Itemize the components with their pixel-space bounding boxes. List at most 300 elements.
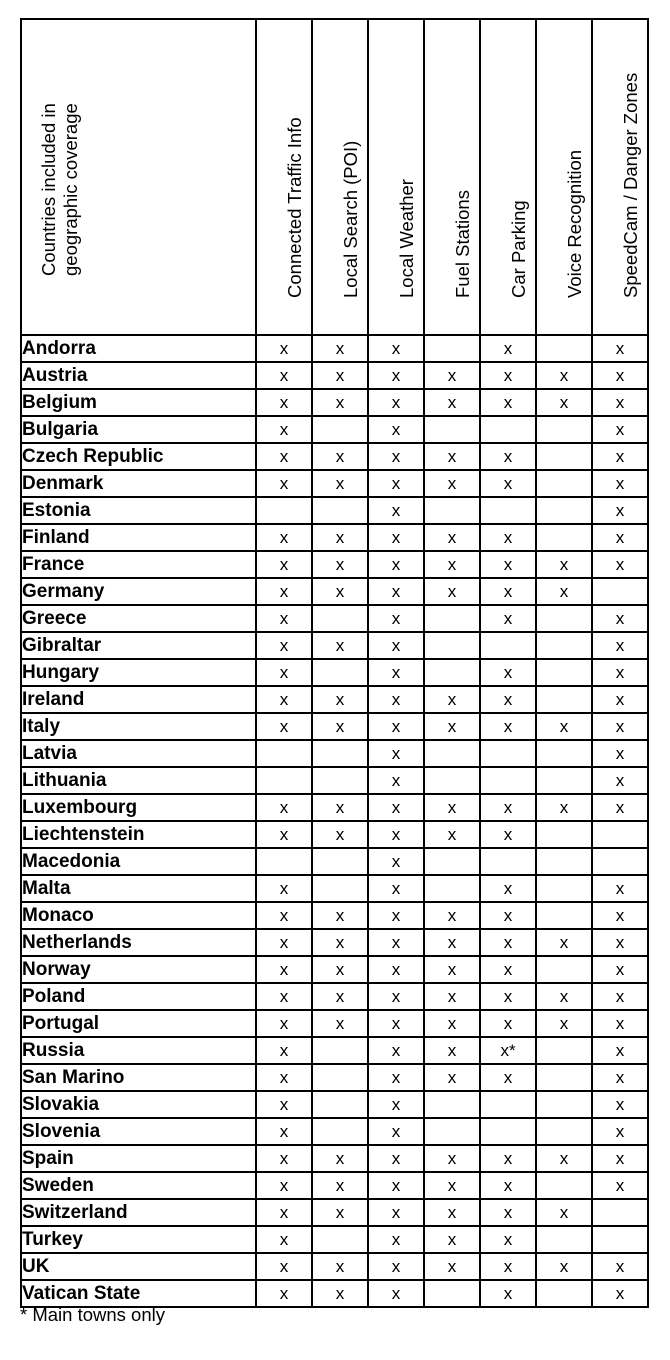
- coverage-mark-cell: x: [368, 578, 424, 605]
- country-cell: UK: [21, 1253, 256, 1280]
- coverage-mark-cell: x: [256, 1037, 312, 1064]
- coverage-mark-cell: x: [480, 470, 536, 497]
- coverage-mark-cell: x: [256, 1199, 312, 1226]
- coverage-mark-cell: x: [368, 794, 424, 821]
- coverage-mark-cell: [312, 767, 368, 794]
- coverage-mark-cell: [424, 1280, 480, 1307]
- column-header: [592, 19, 648, 335]
- header-countries: [21, 19, 256, 335]
- coverage-mark-cell: x: [256, 524, 312, 551]
- coverage-mark-cell: x: [536, 1253, 592, 1280]
- coverage-mark-cell: [536, 1037, 592, 1064]
- coverage-mark-cell: x: [368, 1199, 424, 1226]
- coverage-mark-cell: [480, 497, 536, 524]
- coverage-mark-cell: x: [312, 362, 368, 389]
- table-row: [21, 524, 648, 551]
- coverage-mark-cell: x: [312, 632, 368, 659]
- coverage-mark-cell: x: [592, 362, 648, 389]
- coverage-mark-cell: [424, 875, 480, 902]
- coverage-mark-cell: x: [424, 1172, 480, 1199]
- coverage-mark-cell: x: [592, 551, 648, 578]
- table-row: [21, 956, 648, 983]
- column-header-label: Car Parking: [508, 200, 529, 298]
- coverage-mark-cell: x: [368, 362, 424, 389]
- country-cell: Greece: [21, 605, 256, 632]
- coverage-mark-cell: x: [424, 929, 480, 956]
- table-row: [21, 632, 648, 659]
- coverage-mark-cell: [536, 1064, 592, 1091]
- table-row: [21, 389, 648, 416]
- coverage-mark-cell: [536, 470, 592, 497]
- footnote: * Main towns only: [20, 1304, 165, 1325]
- coverage-mark-cell: x: [480, 362, 536, 389]
- coverage-mark-cell: x: [592, 713, 648, 740]
- country-cell: San Marino: [21, 1064, 256, 1091]
- table-row: [21, 1226, 648, 1253]
- coverage-mark-cell: x: [256, 416, 312, 443]
- coverage-mark-cell: x: [256, 1172, 312, 1199]
- coverage-mark-cell: x: [312, 1145, 368, 1172]
- coverage-mark-cell: [536, 1280, 592, 1307]
- table-row: [21, 1172, 648, 1199]
- table-row: [21, 1280, 648, 1307]
- coverage-mark-cell: x: [368, 983, 424, 1010]
- coverage-mark-cell: x: [536, 983, 592, 1010]
- coverage-mark-cell: x: [424, 983, 480, 1010]
- coverage-mark-cell: x: [256, 902, 312, 929]
- coverage-mark-cell: x: [592, 524, 648, 551]
- coverage-mark-cell: x: [592, 1280, 648, 1307]
- coverage-mark-cell: x: [312, 794, 368, 821]
- coverage-mark-cell: x: [480, 821, 536, 848]
- coverage-mark-cell: x: [592, 767, 648, 794]
- table-row: [21, 686, 648, 713]
- coverage-mark-cell: x: [424, 1010, 480, 1037]
- table-row: [21, 1199, 648, 1226]
- column-header: [424, 19, 480, 335]
- coverage-mark-cell: x: [368, 659, 424, 686]
- table-row: [21, 443, 648, 470]
- table-row: [21, 605, 648, 632]
- coverage-mark-cell: x: [536, 578, 592, 605]
- column-header-label: Local Weather: [396, 179, 417, 298]
- coverage-mark-cell: x: [256, 1064, 312, 1091]
- country-cell: Germany: [21, 578, 256, 605]
- coverage-mark-cell: x: [312, 443, 368, 470]
- coverage-mark-cell: x: [424, 1226, 480, 1253]
- coverage-mark-cell: [312, 1226, 368, 1253]
- coverage-mark-cell: [536, 686, 592, 713]
- coverage-mark-cell: x: [536, 929, 592, 956]
- coverage-mark-cell: [592, 821, 648, 848]
- country-cell: Sweden: [21, 1172, 256, 1199]
- country-cell: Ireland: [21, 686, 256, 713]
- column-header: [256, 19, 312, 335]
- coverage-mark-cell: x: [480, 659, 536, 686]
- coverage-mark-cell: [312, 848, 368, 875]
- coverage-mark-cell: [536, 416, 592, 443]
- coverage-mark-cell: x: [536, 362, 592, 389]
- country-cell: Monaco: [21, 902, 256, 929]
- table-row: [21, 497, 648, 524]
- coverage-mark-cell: [424, 740, 480, 767]
- country-cell: Finland: [21, 524, 256, 551]
- coverage-mark-cell: x: [312, 470, 368, 497]
- table-row: [21, 1118, 648, 1145]
- coverage-mark-cell: [480, 740, 536, 767]
- coverage-mark-cell: x: [368, 767, 424, 794]
- coverage-mark-cell: x: [592, 1145, 648, 1172]
- country-cell: Lithuania: [21, 767, 256, 794]
- table-row: [21, 1064, 648, 1091]
- column-header-label: Local Search (POI): [340, 140, 361, 298]
- country-cell: Vatican State: [21, 1280, 256, 1307]
- coverage-mark-cell: x: [256, 362, 312, 389]
- coverage-mark-cell: x: [480, 686, 536, 713]
- coverage-mark-cell: x: [424, 443, 480, 470]
- coverage-mark-cell: x: [368, 524, 424, 551]
- table-row: [21, 362, 648, 389]
- coverage-mark-cell: [536, 956, 592, 983]
- coverage-mark-cell: x: [312, 956, 368, 983]
- coverage-mark-cell: x: [256, 443, 312, 470]
- coverage-mark-cell: x: [592, 389, 648, 416]
- coverage-mark-cell: x: [592, 902, 648, 929]
- table-row: [21, 335, 648, 362]
- table-row: [21, 1145, 648, 1172]
- coverage-mark-cell: x: [368, 335, 424, 362]
- coverage-mark-cell: [424, 416, 480, 443]
- coverage-mark-cell: x: [424, 1253, 480, 1280]
- coverage-mark-cell: x: [368, 605, 424, 632]
- coverage-mark-cell: [480, 416, 536, 443]
- coverage-mark-cell: [424, 767, 480, 794]
- coverage-mark-cell: x: [480, 1253, 536, 1280]
- coverage-mark-cell: x: [256, 578, 312, 605]
- table-row: [21, 1037, 648, 1064]
- coverage-mark-cell: [592, 1226, 648, 1253]
- column-header-label: Fuel Stations: [452, 190, 473, 298]
- coverage-mark-cell: [424, 335, 480, 362]
- country-cell: Gibraltar: [21, 632, 256, 659]
- coverage-mark-cell: x: [424, 956, 480, 983]
- coverage-mark-cell: x: [368, 740, 424, 767]
- coverage-mark-cell: x: [312, 713, 368, 740]
- coverage-mark-cell: x: [312, 1280, 368, 1307]
- coverage-mark-cell: x: [312, 821, 368, 848]
- country-cell: Luxembourg: [21, 794, 256, 821]
- coverage-mark-cell: x: [368, 443, 424, 470]
- table-row: [21, 983, 648, 1010]
- coverage-mark-cell: x: [536, 551, 592, 578]
- coverage-mark-cell: x: [536, 1010, 592, 1037]
- coverage-mark-cell: [536, 902, 592, 929]
- coverage-table: [20, 18, 649, 1308]
- coverage-mark-cell: x: [592, 470, 648, 497]
- coverage-mark-cell: x*: [480, 1037, 536, 1064]
- table-row: [21, 794, 648, 821]
- header-countries-label: Countries included in geographic coverage: [38, 103, 81, 276]
- coverage-mark-cell: [536, 875, 592, 902]
- coverage-mark-cell: x: [592, 956, 648, 983]
- country-cell: Turkey: [21, 1226, 256, 1253]
- coverage-mark-cell: [424, 659, 480, 686]
- coverage-mark-cell: x: [480, 1199, 536, 1226]
- table-row: [21, 659, 648, 686]
- coverage-mark-cell: [536, 632, 592, 659]
- coverage-mark-cell: x: [424, 902, 480, 929]
- coverage-mark-cell: [592, 1199, 648, 1226]
- coverage-mark-cell: x: [256, 335, 312, 362]
- coverage-mark-cell: x: [592, 443, 648, 470]
- coverage-mark-cell: x: [480, 605, 536, 632]
- coverage-mark-cell: x: [368, 1037, 424, 1064]
- coverage-mark-cell: x: [424, 713, 480, 740]
- coverage-mark-cell: x: [368, 1118, 424, 1145]
- country-cell: Poland: [21, 983, 256, 1010]
- coverage-mark-cell: [256, 740, 312, 767]
- coverage-mark-cell: x: [592, 1172, 648, 1199]
- coverage-mark-cell: x: [592, 632, 648, 659]
- coverage-mark-cell: x: [424, 470, 480, 497]
- coverage-mark-cell: x: [256, 1118, 312, 1145]
- coverage-mark-cell: x: [424, 1199, 480, 1226]
- coverage-mark-cell: x: [536, 389, 592, 416]
- coverage-mark-cell: [536, 821, 592, 848]
- coverage-mark-cell: x: [256, 821, 312, 848]
- coverage-mark-cell: [312, 497, 368, 524]
- country-cell: Russia: [21, 1037, 256, 1064]
- country-cell: Liechtenstein: [21, 821, 256, 848]
- coverage-mark-cell: x: [480, 1145, 536, 1172]
- coverage-mark-cell: [480, 1118, 536, 1145]
- coverage-mark-cell: x: [536, 1145, 592, 1172]
- coverage-mark-cell: x: [312, 686, 368, 713]
- coverage-mark-cell: x: [592, 875, 648, 902]
- coverage-mark-cell: x: [592, 740, 648, 767]
- coverage-mark-cell: x: [480, 1172, 536, 1199]
- coverage-mark-cell: x: [256, 632, 312, 659]
- coverage-mark-cell: [536, 443, 592, 470]
- coverage-mark-cell: x: [256, 1010, 312, 1037]
- coverage-mark-cell: x: [536, 713, 592, 740]
- coverage-mark-cell: [592, 578, 648, 605]
- coverage-mark-cell: x: [424, 794, 480, 821]
- coverage-mark-cell: [536, 659, 592, 686]
- coverage-mark-cell: x: [480, 1010, 536, 1037]
- table-row: [21, 713, 648, 740]
- coverage-mark-cell: x: [592, 1091, 648, 1118]
- coverage-mark-cell: x: [368, 551, 424, 578]
- coverage-mark-cell: x: [368, 1280, 424, 1307]
- coverage-mark-cell: [424, 1118, 480, 1145]
- coverage-mark-cell: [312, 875, 368, 902]
- coverage-mark-cell: x: [368, 497, 424, 524]
- coverage-mark-cell: x: [480, 956, 536, 983]
- coverage-mark-cell: [536, 848, 592, 875]
- coverage-mark-cell: x: [592, 416, 648, 443]
- coverage-mark-cell: [536, 1172, 592, 1199]
- coverage-mark-cell: x: [368, 1226, 424, 1253]
- coverage-mark-cell: x: [368, 1091, 424, 1118]
- coverage-mark-cell: x: [424, 389, 480, 416]
- coverage-mark-cell: [536, 524, 592, 551]
- coverage-mark-cell: x: [368, 956, 424, 983]
- coverage-mark-cell: x: [424, 524, 480, 551]
- coverage-mark-cell: x: [592, 1118, 648, 1145]
- country-cell: Spain: [21, 1145, 256, 1172]
- column-header: [368, 19, 424, 335]
- column-header: [480, 19, 536, 335]
- coverage-mark-cell: x: [480, 875, 536, 902]
- coverage-mark-cell: x: [312, 1199, 368, 1226]
- coverage-mark-cell: [536, 740, 592, 767]
- coverage-mark-cell: x: [312, 1172, 368, 1199]
- country-cell: Portugal: [21, 1010, 256, 1037]
- coverage-mark-cell: x: [256, 983, 312, 1010]
- coverage-mark-cell: x: [368, 929, 424, 956]
- coverage-mark-cell: [592, 848, 648, 875]
- coverage-mark-cell: x: [256, 659, 312, 686]
- coverage-mark-cell: x: [424, 362, 480, 389]
- coverage-mark-cell: x: [256, 794, 312, 821]
- coverage-mark-cell: x: [368, 713, 424, 740]
- coverage-mark-cell: x: [312, 551, 368, 578]
- country-cell: Austria: [21, 362, 256, 389]
- country-cell: Estonia: [21, 497, 256, 524]
- country-cell: France: [21, 551, 256, 578]
- coverage-mark-cell: x: [256, 875, 312, 902]
- coverage-mark-cell: x: [256, 605, 312, 632]
- coverage-mark-cell: [312, 605, 368, 632]
- coverage-mark-cell: x: [592, 605, 648, 632]
- coverage-mark-cell: [256, 848, 312, 875]
- coverage-mark-cell: [424, 848, 480, 875]
- coverage-mark-cell: x: [592, 929, 648, 956]
- table-row: [21, 1253, 648, 1280]
- coverage-mark-cell: x: [256, 1145, 312, 1172]
- coverage-mark-cell: x: [480, 794, 536, 821]
- coverage-mark-cell: x: [592, 686, 648, 713]
- coverage-mark-cell: x: [368, 1172, 424, 1199]
- coverage-mark-cell: x: [480, 578, 536, 605]
- coverage-mark-cell: x: [480, 983, 536, 1010]
- coverage-mark-cell: [536, 767, 592, 794]
- country-cell: Bulgaria: [21, 416, 256, 443]
- country-cell: Macedonia: [21, 848, 256, 875]
- country-cell: Latvia: [21, 740, 256, 767]
- coverage-mark-cell: [536, 605, 592, 632]
- coverage-mark-cell: x: [256, 713, 312, 740]
- coverage-mark-cell: x: [368, 848, 424, 875]
- table-row: [21, 1091, 648, 1118]
- table-row: [21, 470, 648, 497]
- coverage-mark-cell: x: [256, 686, 312, 713]
- coverage-mark-cell: x: [312, 983, 368, 1010]
- coverage-mark-cell: x: [312, 524, 368, 551]
- coverage-mark-cell: x: [592, 794, 648, 821]
- coverage-mark-cell: x: [368, 1145, 424, 1172]
- coverage-mark-cell: x: [312, 389, 368, 416]
- column-header-label: Connected Traffic Info: [284, 117, 305, 298]
- coverage-mark-cell: x: [592, 983, 648, 1010]
- coverage-mark-cell: [480, 848, 536, 875]
- coverage-mark-cell: x: [368, 1064, 424, 1091]
- country-cell: Norway: [21, 956, 256, 983]
- coverage-mark-cell: x: [480, 1064, 536, 1091]
- coverage-mark-cell: [424, 1091, 480, 1118]
- coverage-mark-cell: x: [368, 902, 424, 929]
- coverage-mark-cell: x: [480, 551, 536, 578]
- coverage-mark-cell: [424, 605, 480, 632]
- header-row: [21, 19, 648, 335]
- table-row: [21, 416, 648, 443]
- coverage-mark-cell: x: [480, 713, 536, 740]
- coverage-mark-cell: x: [312, 1253, 368, 1280]
- country-cell: Italy: [21, 713, 256, 740]
- coverage-mark-cell: x: [256, 1226, 312, 1253]
- coverage-mark-cell: x: [480, 902, 536, 929]
- coverage-mark-cell: x: [424, 1064, 480, 1091]
- coverage-mark-cell: x: [256, 1280, 312, 1307]
- coverage-mark-cell: x: [368, 821, 424, 848]
- coverage-mark-cell: x: [592, 1010, 648, 1037]
- table-row: [21, 578, 648, 605]
- coverage-mark-cell: x: [592, 335, 648, 362]
- table-row: [21, 767, 648, 794]
- coverage-mark-cell: x: [256, 389, 312, 416]
- coverage-mark-cell: x: [424, 1037, 480, 1064]
- coverage-mark-cell: [312, 1037, 368, 1064]
- column-header-label: Voice Recognition: [564, 149, 585, 298]
- coverage-mark-cell: [256, 767, 312, 794]
- coverage-mark-cell: [536, 497, 592, 524]
- column-header: [312, 19, 368, 335]
- coverage-mark-cell: [536, 1226, 592, 1253]
- coverage-mark-cell: x: [424, 578, 480, 605]
- table-row: [21, 875, 648, 902]
- coverage-mark-cell: x: [480, 389, 536, 416]
- coverage-mark-cell: x: [592, 1064, 648, 1091]
- coverage-mark-cell: [312, 1091, 368, 1118]
- coverage-mark-cell: [312, 416, 368, 443]
- coverage-mark-cell: x: [480, 524, 536, 551]
- coverage-mark-cell: x: [256, 1253, 312, 1280]
- coverage-mark-cell: [536, 1091, 592, 1118]
- coverage-mark-cell: [536, 335, 592, 362]
- country-cell: Hungary: [21, 659, 256, 686]
- country-cell: Denmark: [21, 470, 256, 497]
- coverage-mark-cell: x: [312, 902, 368, 929]
- coverage-mark-cell: x: [368, 1010, 424, 1037]
- coverage-mark-cell: x: [368, 1253, 424, 1280]
- table-row: [21, 551, 648, 578]
- coverage-mark-cell: x: [424, 551, 480, 578]
- country-cell: Belgium: [21, 389, 256, 416]
- coverage-mark-cell: x: [256, 929, 312, 956]
- coverage-mark-cell: x: [480, 443, 536, 470]
- coverage-mark-cell: x: [256, 956, 312, 983]
- coverage-mark-cell: x: [536, 794, 592, 821]
- coverage-mark-cell: [312, 740, 368, 767]
- table-row: [21, 902, 648, 929]
- coverage-mark-cell: [480, 632, 536, 659]
- coverage-mark-cell: x: [368, 389, 424, 416]
- coverage-mark-cell: x: [368, 416, 424, 443]
- coverage-mark-cell: x: [256, 1091, 312, 1118]
- coverage-mark-cell: x: [592, 1253, 648, 1280]
- coverage-mark-cell: x: [592, 497, 648, 524]
